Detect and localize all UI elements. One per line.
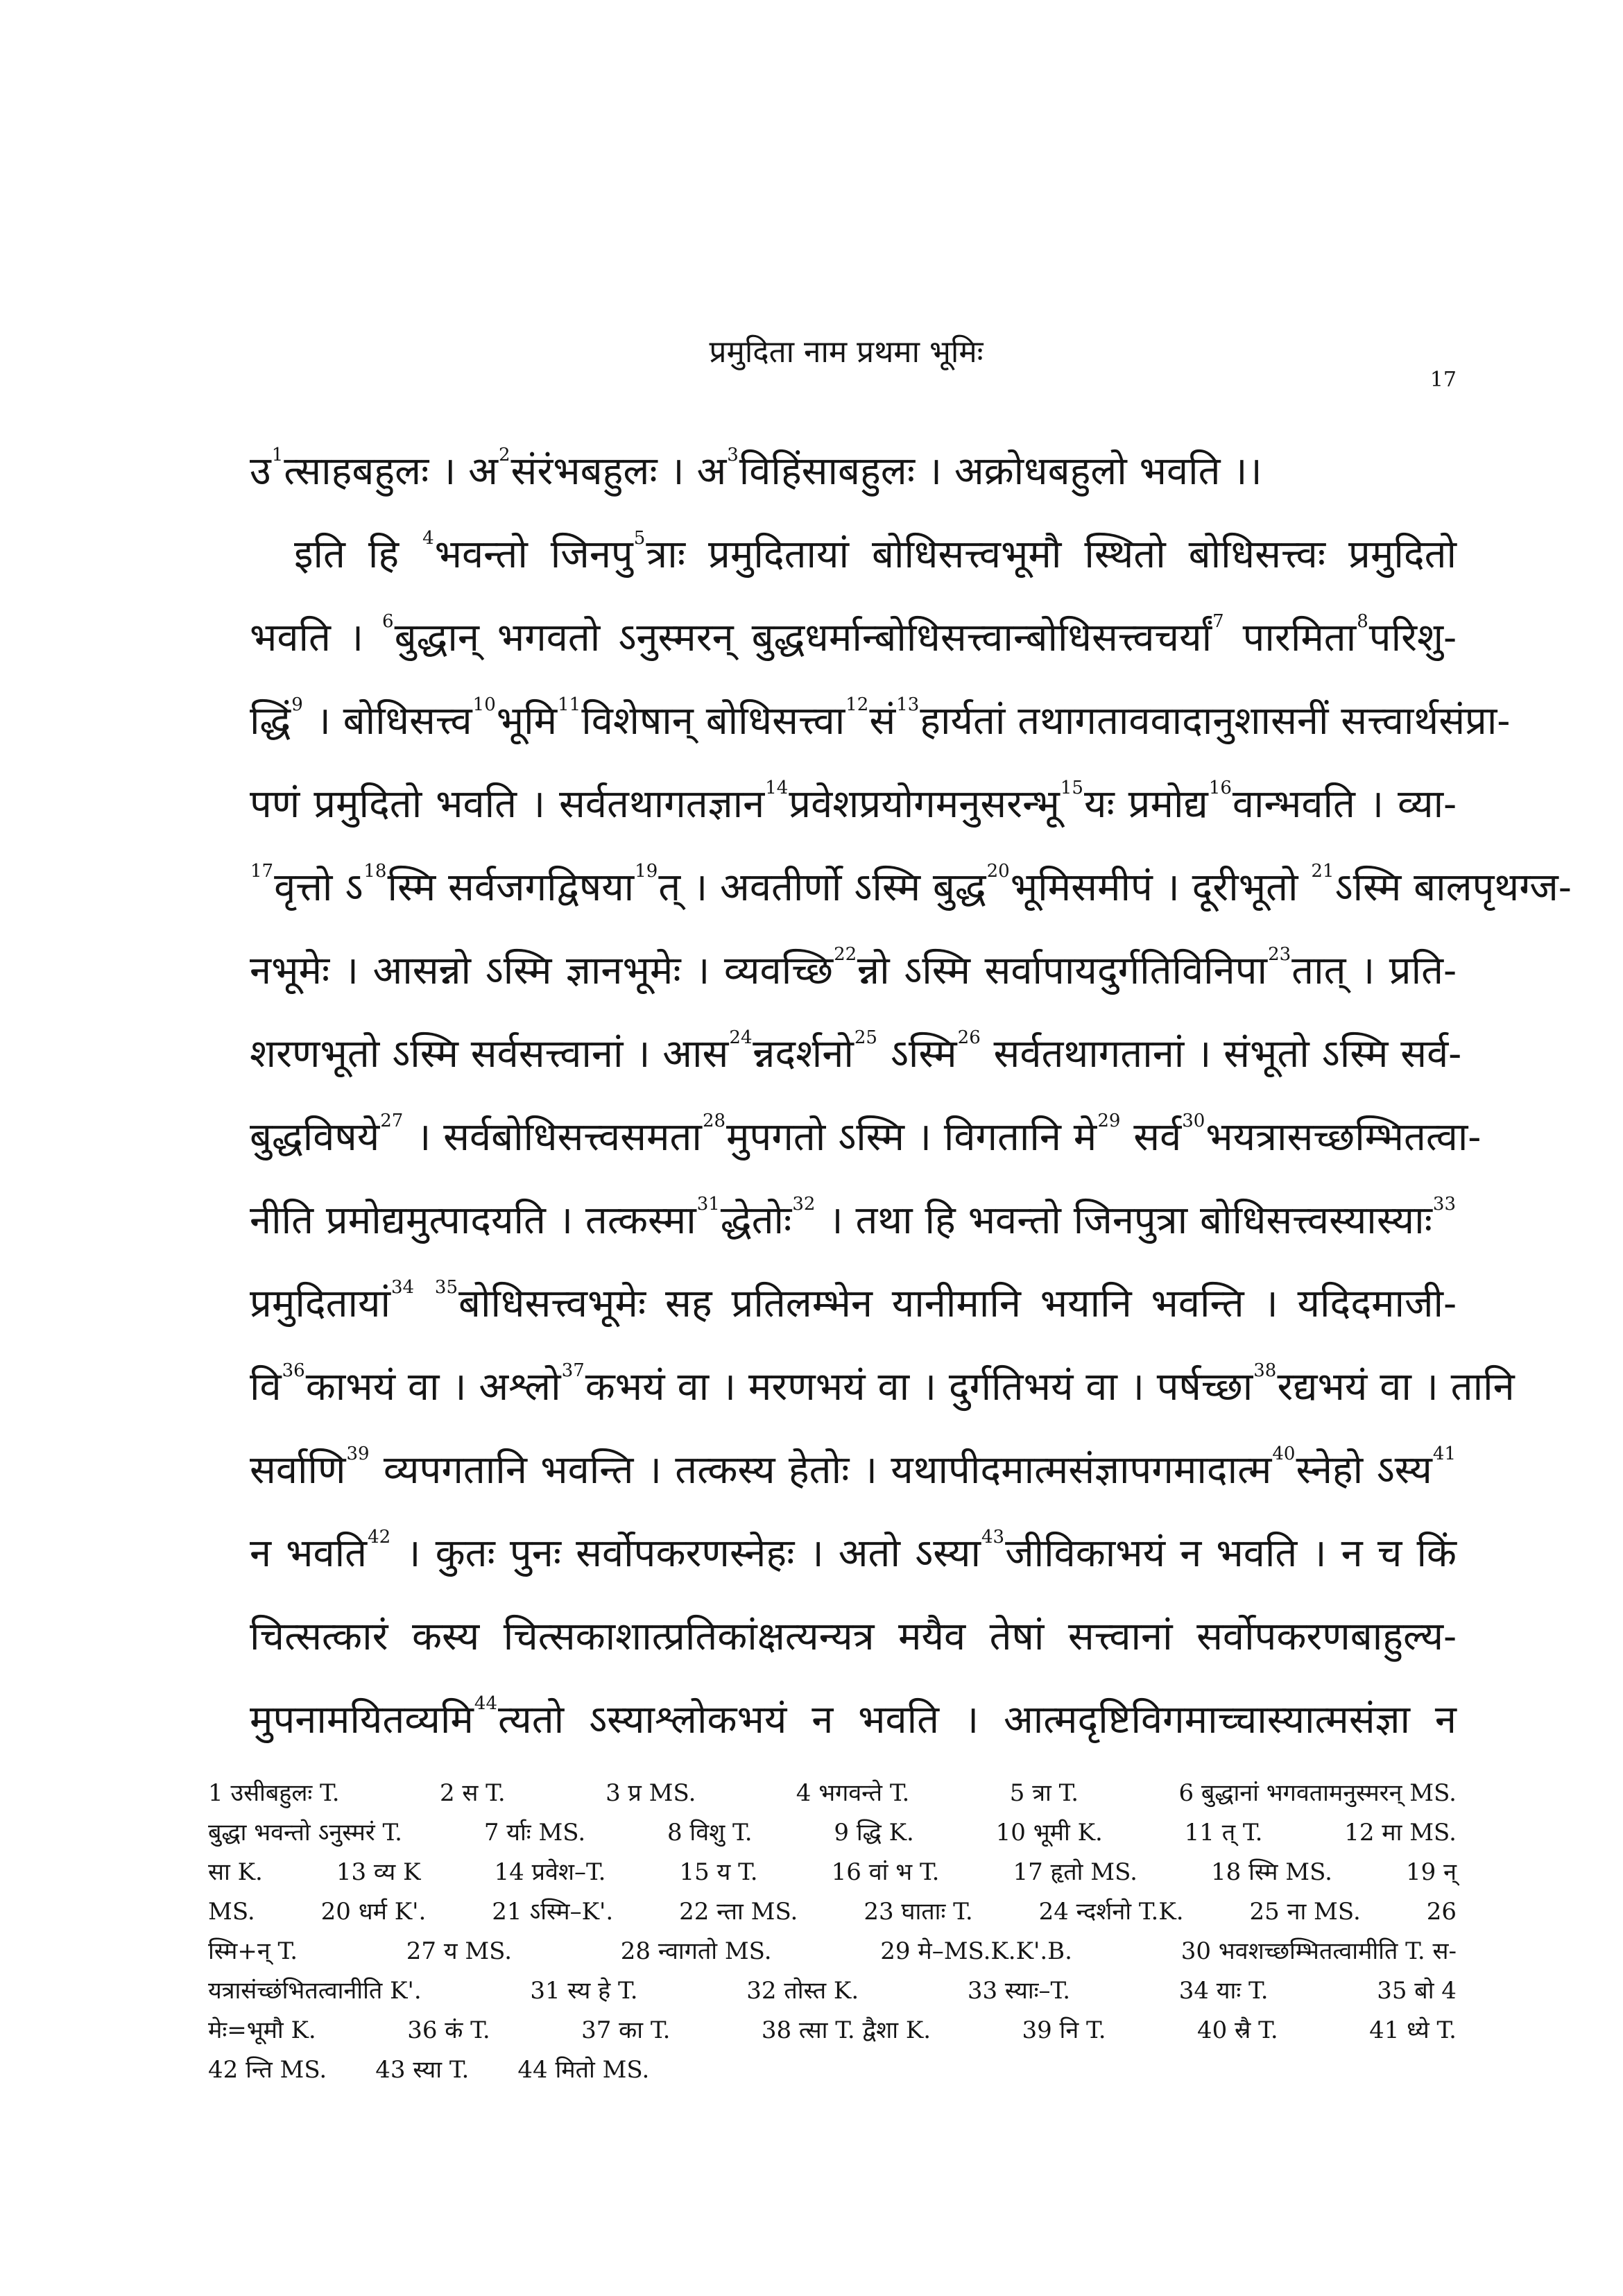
footnote-entry: 41 ध्ये T. [1369,2016,1457,2044]
text-run: शरणभूतो ऽस्मि सर्वसत्त्वानां । आस [250,1031,729,1077]
body-line [250,1179,1457,1262]
footnote-marker: 11 [558,694,581,715]
text-run: त्यतो ऽस्याश्लोकभयं न भवति । आत्मदृष्टिविगमाच्चास्यात्मसंज्ञा न [498,1697,1457,1742]
footnote-marker: 6 [382,611,394,632]
footnote-entry: 33 स्याः–T. [967,1977,1071,2005]
footnote-line [208,2050,1457,2090]
footnote-marker: 9 [291,694,303,715]
footnote-marker: 5 [633,528,646,549]
footnote-entry: 1 उसीबहुलः T. [208,1779,340,1807]
text-run: त् । अवतीर्णो ऽस्मि बुद्ध [658,865,986,910]
footnote-entry: 3 प्र MS. [606,1779,696,1807]
footnote-entry: 36 कं T. [407,2016,490,2044]
footnote-entry: MS. [208,1898,255,1926]
text-run: कभयं वा । मरणभयं वा । दुर्गतिभयं वा । पर्षच्छा [585,1364,1253,1410]
footnote-marker: 2 [498,445,510,465]
text-run: न्नदर्शनो [753,1031,854,1077]
footnote-marker: 1 [271,445,284,465]
main-text [250,430,1572,1762]
text-run: ऽस्मि [877,1031,957,1077]
footnote-entry: 42 न्ति MS. [208,2056,327,2084]
footnote-entry: 44 मितो MS. [517,2056,650,2084]
footnote-marker: 16 [1208,778,1232,798]
text-run: वान्भवति । व्या- [1232,782,1457,827]
footnote-marker: 13 [896,694,920,715]
page-number: 17 [1429,368,1457,392]
text-run: परिशु- [1368,615,1457,660]
footnote-entry: 16 वां भ T. [831,1858,940,1886]
footnote-entry: 12 मा MS. [1344,1819,1457,1847]
footnote-entry: 8 विशु T. [667,1819,753,1847]
footnote-entry: स्मि+न् T. [208,1937,298,1965]
footnote-marker: 14 [765,778,789,798]
footnote-entry: 26 [1426,1898,1457,1926]
text-run: त्राः प्रमुदितायां बोधिसत्त्वभूमौ स्थितो बोधिसत्त्वः प्रमुदितो [646,532,1457,577]
footnote-entry: 19 न् [1406,1858,1457,1886]
text-run: स्नेहो ऽस्य [1296,1448,1432,1493]
text-run: उ [250,449,271,494]
text-run: वृत्तो ऽ [274,865,363,910]
footnote-entry: 23 घाताः T. [864,1898,973,1926]
text-run: भूमिसमीपं । दूरीभूतो [1010,865,1311,910]
footnote-marker: 31 [696,1194,720,1215]
footnote-entry: 4 भगवन्ते T. [796,1779,910,1807]
footnote-line [208,1892,1457,1932]
footnote-entry: सा K. [208,1858,263,1886]
footnote-entry: 28 न्वागतो MS. [620,1937,772,1965]
text-run: द्धिं [250,699,291,744]
text-run: । तथा हि भवन्तो जिनपुत्रा बोधिसत्त्वस्यास्याः [816,1198,1432,1243]
footnote-entry: 31 स्य हे T. [530,1977,638,2005]
footnote-entry: 15 य T. [679,1858,758,1886]
text-run: । कुतः पुनः सर्वोपकरणस्नेहः । अतो ऽस्या [391,1531,981,1576]
text-run: भवन्तो जिनपु [434,532,633,577]
body-line [250,1429,1457,1512]
footnote-marker: 22 [834,944,857,965]
footnote-marker: 26 [957,1027,981,1048]
footnote-entry: 10 भूमी K. [995,1819,1103,1847]
body-line [250,430,1457,513]
running-title: प्रमुदिता नाम प्रथमा भूमिः [709,334,984,370]
body-line [250,763,1457,846]
text-run: यः प्रमोद्य [1083,782,1208,827]
text-run: सं [869,699,896,744]
footnote-marker: 25 [854,1027,877,1048]
footnote-marker: 28 [702,1111,726,1131]
footnote-marker: 3 [727,445,739,465]
footnotes [208,1774,1457,2090]
footnote-line [208,2011,1457,2050]
body-line [250,1512,1457,1595]
footnote-entry: 6 बुद्धानां भगवतामनुस्मरन् MS. [1178,1779,1457,1807]
footnote-entry: 30 भवशच्छम्भितत्वामीति T. स- [1180,1937,1457,1965]
footnote-marker: 35 [434,1277,458,1298]
footnote-marker: 21 [1311,861,1334,882]
text-run: पारमिता [1224,615,1357,660]
text-run: न्नो ऽस्मि सर्वापायदुर्गतिविनिपा [857,948,1268,993]
footnote-entry: 34 याः T. [1178,1977,1269,2005]
text-run: सर्व [1121,1115,1182,1160]
text-run: भवति । [250,615,382,660]
text-run: वि [250,1364,282,1410]
footnote-marker: 18 [363,861,387,882]
footnote-marker: 41 [1432,1443,1456,1464]
footnote-marker: 34 [391,1277,415,1298]
text-run: प्रवेशप्रयोगमनुसरन्भू [789,782,1060,827]
text-run: चित्सत्कारं कस्य चित्सकाशात्प्रतिकांक्षत्यन्यत्र मयैव तेषां सत्त्वानां सर्वोपकरणबाहुल्य- [250,1614,1457,1659]
footnote-marker: 27 [380,1111,404,1131]
footnote-line [208,1813,1457,1853]
text-run [415,1281,434,1326]
body-line [250,1595,1457,1679]
text-run: भूमि [496,699,558,744]
footnote-entry: 14 प्रवेश–T. [494,1858,606,1886]
text-run: स्मि सर्वजगद्विषया [387,865,635,910]
footnote-marker: 15 [1060,778,1083,798]
footnote-entry: 27 य MS. [406,1937,513,1965]
footnote-marker: 20 [986,861,1010,882]
text-run: । सर्वबोधिसत्त्वसमता [404,1115,702,1160]
footnote-entry: 38 त्सा T. द्वैशा K. [761,2016,931,2044]
body-line [250,513,1457,597]
body-line [250,1262,1457,1346]
text-run: भयत्रासच्छम्भितत्वा- [1205,1115,1482,1160]
text-run: इति हि [294,532,422,577]
text-run: विहिंसाबहुलः । अक्रोधबहुलो भवति ।। [739,449,1262,494]
text-run: सर्वतथागतानां । संभूतो ऽस्मि सर्व- [981,1031,1462,1077]
text-run: मुपगतो ऽस्मि । विगतानि मे [726,1115,1097,1160]
footnote-entry: 32 तोस्त K. [746,1977,859,2005]
footnote-entry: 17 हृतो MS. [1013,1858,1137,1886]
footnote-marker: 43 [981,1527,1005,1548]
footnote-marker: 30 [1182,1111,1205,1131]
footnote-entry: 40 स्रै T. [1196,2016,1278,2044]
body-line [250,1096,1482,1179]
text-run: द्धेतोः [720,1198,792,1243]
text-run: नभूमेः । आसन्नो ऽस्मि ज्ञानभूमेः । व्यवच्छि [250,948,834,993]
footnote-marker: 37 [561,1360,585,1381]
footnote-entry: 5 त्रा T. [1009,1779,1079,1807]
text-run: । बोधिसत्त्व [303,699,472,744]
text-run: बुद्धविषये [250,1115,380,1160]
text-run: काभयं वा । अश्लो [305,1364,561,1410]
footnote-marker: 40 [1272,1443,1296,1464]
footnote-entry: 11 त् T. [1184,1819,1263,1847]
footnote-entry: 9 द्धि K. [834,1819,914,1847]
footnote-line [208,1932,1457,1971]
footnote-marker: 10 [472,694,496,715]
footnote-marker: 17 [250,861,274,882]
text-run: व्यपगतानि भवन्ति । तत्कस्य हेतोः । यथापीदमात्मसंज्ञापगमादात्म [370,1448,1272,1493]
footnote-entry: 25 ना MS. [1249,1898,1361,1926]
footnote-entry: 35 बो 4 [1377,1977,1457,2005]
text-run: संरंभबहुलः । अ [510,449,727,494]
text-run: बुद्धान् भगवतो ऽनुस्मरन् बुद्धधर्मान्बोधिसत्त्वान्बोधिसत्त्वचर्यां [394,615,1212,660]
footnote-entry: 13 व्य K [336,1858,421,1886]
footnote-line [208,1774,1457,1813]
text-run: जीविकाभयं न भवति । न च किं [1005,1531,1457,1576]
footnote-line [208,1971,1457,2011]
text-run: तात् । प्रति- [1291,948,1457,993]
text-run: पणं प्रमुदितो भवति । सर्वतथागतज्ञान [250,782,765,827]
footnote-marker: 4 [422,528,434,549]
text-run: हार्यतां तथागताववादानुशासनीं सत्त्वार्थसंप्रा- [920,699,1511,744]
footnote-marker: 44 [474,1693,497,1714]
body-line [250,597,1457,680]
footnote-marker: 36 [282,1360,305,1381]
body-line [250,1013,1462,1096]
text-run: प्रमुदितायां [250,1281,390,1326]
footnote-entry: मेः=भूमौ K. [208,2016,316,2044]
footnote-marker: 7 [1212,611,1224,632]
footnote-entry: 39 नि T. [1022,2016,1106,2044]
footnote-entry: 7 र्याः MS. [483,1819,586,1847]
footnote-marker: 12 [845,694,869,715]
footnote-entry: 43 स्या T. [375,2056,470,2084]
body-line [250,680,1511,763]
footnote-entry: 18 स्मि MS. [1211,1858,1332,1886]
body-line [250,1679,1457,1762]
text-run: विशेषान् बोधिसत्त्वा [581,699,845,744]
text-run: न भवति [250,1531,368,1576]
footnote-entry: 24 न्दर्शनो T.K. [1038,1898,1184,1926]
footnote-entry: यत्रासंच्छंभितत्वानीति K'. [208,1977,422,2005]
body-line [250,929,1457,1013]
footnote-marker: 39 [346,1443,370,1464]
footnote-marker: 8 [1357,611,1368,632]
footnote-entry: 21 ऽस्मि–K'. [492,1898,614,1926]
text-run: बोधिसत्त्वभूमेः सह प्रतिलम्भेन यानीमानि भयानि भवन्ति । यदिदमाजी- [458,1281,1457,1326]
text-run: सर्वाणि [250,1448,346,1493]
text-run: मुपनामयितव्यमि [250,1697,474,1742]
footnote-marker: 42 [368,1527,391,1548]
body-line [250,846,1572,929]
text-run: रद्यभयं वा । तानि [1277,1364,1515,1410]
footnote-entry: 2 स T. [439,1779,506,1807]
footnote-marker: 33 [1432,1194,1456,1215]
text-run: नीति प्रमोद्यमुत्पादयति । तत्कस्मा [250,1198,696,1243]
text-run: त्साहबहुलः । अ [284,449,498,494]
footnote-marker: 24 [729,1027,753,1048]
footnote-entry: 20 धर्म K'. [320,1898,427,1926]
footnote-marker: 29 [1097,1111,1121,1131]
footnote-marker: 23 [1268,944,1291,965]
body-line [250,1346,1515,1429]
footnote-line [208,1853,1457,1892]
footnote-marker: 38 [1253,1360,1277,1381]
footnote-entry: 37 का T. [581,2016,671,2044]
footnote-marker: 32 [792,1194,816,1215]
text-run: ऽस्मि बालपृथग्ज- [1334,865,1572,910]
footnote-entry: 22 न्ता MS. [679,1898,798,1926]
footnote-entry: बुद्धा भवन्तो ऽनुस्मरं T. [208,1819,402,1847]
footnote-entry: 29 मे–MS.K.K'.B. [880,1937,1072,1965]
footnote-marker: 19 [635,861,658,882]
